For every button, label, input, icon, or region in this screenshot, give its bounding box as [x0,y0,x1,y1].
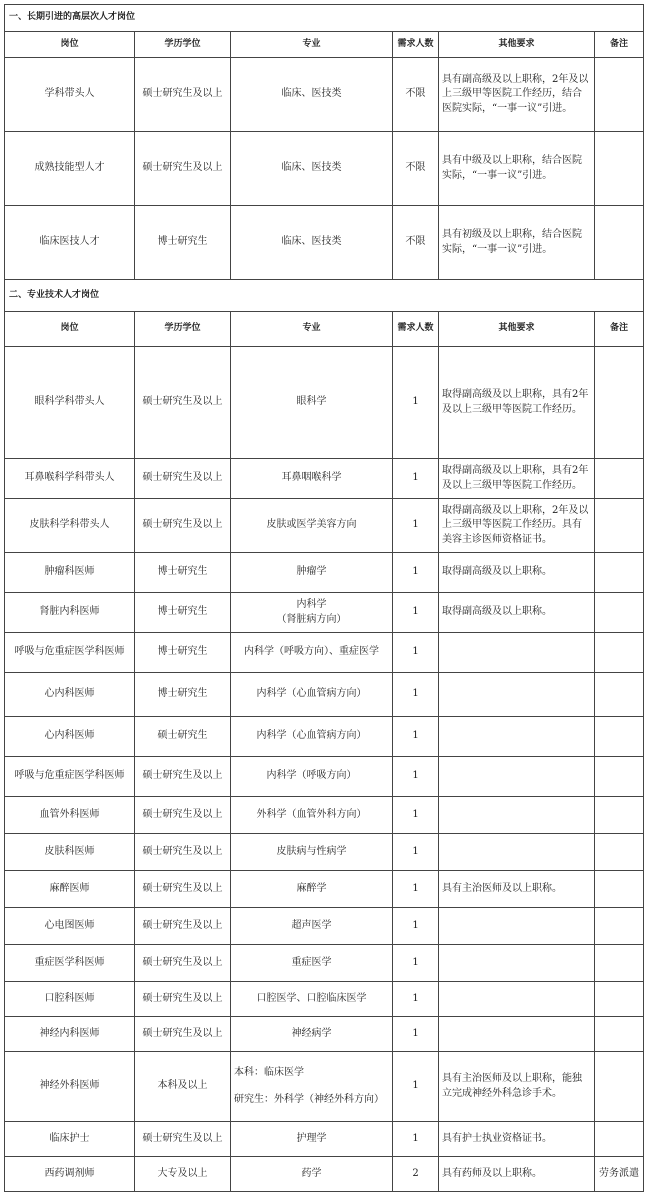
cell-notes [595,757,644,797]
cell-requirements [439,797,595,834]
cell-education: 博士研究生 [135,673,231,717]
cell-notes [595,1122,644,1157]
cell-education: 硕士研究生 [135,717,231,757]
cell-notes [595,945,644,982]
header-count: 需求人数 [393,312,439,347]
cell-notes [595,717,644,757]
cell-requirements: 取得副高级及以上职称，2年及以上三级甲等医院工作经历。具有美容主诊医师资格证书。 [439,499,595,553]
table-row [5,1017,644,1052]
cell-requirements: 取得副高级及以上职称，具有2年及以上三级甲等医院工作经历。 [439,459,595,499]
cell-count: 1 [393,945,439,982]
cell-notes [595,593,644,633]
cell-requirements: 具有初级及以上职称，结合医院实际，“一事一议”引进。 [439,206,595,280]
cell-major: 皮肤或医学美容方向 [231,499,393,553]
cell-education: 博士研究生 [135,553,231,593]
cell-post: 耳鼻喉科学科带头人 [5,459,135,499]
header-row [5,32,644,58]
cell-major: 肿瘤学 [231,553,393,593]
table-row [5,593,644,633]
cell-post: 神经内科医师 [5,1017,135,1052]
section-title: 一、长期引进的高层次人才岗位 [5,5,644,32]
cell-post: 心内科医师 [5,717,135,757]
cell-count: 1 [393,871,439,908]
cell-major: 内科学（心血管病方向） [231,673,393,717]
cell-notes [595,553,644,593]
cell-count: 1 [393,1017,439,1052]
cell-post: 学科带头人 [5,58,135,132]
table-row [5,499,644,553]
cell-post: 皮肤科医师 [5,834,135,871]
cell-major [231,1052,393,1122]
header-education: 学历学位 [135,312,231,347]
header-major: 专业 [231,312,393,347]
cell-major: 重症医学 [231,945,393,982]
cell-major: 护理学 [231,1122,393,1157]
header-post: 岗位 [5,32,135,58]
table-row [5,673,644,717]
header-row [5,312,644,347]
cell-requirements: 取得副高级及以上职称。 [439,553,595,593]
cell-post: 神经外科医师 [5,1052,135,1122]
cell-major: 皮肤病与性病学 [231,834,393,871]
cell-education: 硕士研究生及以上 [135,797,231,834]
table-row [5,871,644,908]
cell-major: 内科学（呼吸方向） [231,757,393,797]
cell-education: 硕士研究生及以上 [135,1017,231,1052]
cell-education: 硕士研究生及以上 [135,757,231,797]
cell-major: 药学 [231,1157,393,1192]
cell-requirements [439,982,595,1017]
cell-education: 博士研究生 [135,206,231,280]
cell-notes [595,633,644,673]
header-education: 学历学位 [135,32,231,58]
table-row [5,797,644,834]
table-row [5,347,644,459]
cell-education: 硕士研究生及以上 [135,834,231,871]
cell-requirements [439,633,595,673]
cell-education: 硕士研究生及以上 [135,459,231,499]
cell-post: 成熟技能型人才 [5,132,135,206]
cell-notes [595,347,644,459]
recruitment-table [4,4,644,1192]
cell-education: 硕士研究生及以上 [135,945,231,982]
table-row [5,553,644,593]
cell-major: 内科学（呼吸方向）、重症医学 [231,633,393,673]
table-row [5,1122,644,1157]
cell-major: 眼科学 [231,347,393,459]
cell-major: 外科学（血管外科方向） [231,797,393,834]
cell-education: 硕士研究生及以上 [135,908,231,945]
cell-count: 1 [393,717,439,757]
table-row [5,58,644,132]
cell-requirements [439,673,595,717]
cell-post: 呼吸与危重症医学科医师 [5,757,135,797]
cell-post: 眼科学科带头人 [5,347,135,459]
table-row [5,757,644,797]
cell-requirements: 具有主治医师及以上职称。 [439,871,595,908]
table-row [5,908,644,945]
recruitment-document [4,4,643,1192]
cell-post: 心电图医师 [5,908,135,945]
cell-count: 1 [393,673,439,717]
cell-requirements: 取得副高级及以上职称。 [439,593,595,633]
cell-count: 1 [393,347,439,459]
cell-count: 1 [393,757,439,797]
cell-education: 本科及以上 [135,1052,231,1122]
section-title-row [5,280,644,312]
cell-count: 1 [393,553,439,593]
cell-requirements: 具有副高级及以上职称，2年及以上三级甲等医院工作经历，结合医院实际，“一事一议”引进。 [439,58,595,132]
cell-notes [595,982,644,1017]
cell-post: 临床护士 [5,1122,135,1157]
major-graduate: 研究生：外科学（神经外科方向） [234,1093,384,1105]
cell-notes [595,132,644,206]
cell-notes: 劳务派遣 [595,1157,644,1192]
cell-education: 硕士研究生及以上 [135,347,231,459]
cell-requirements [439,908,595,945]
cell-major: 耳鼻咽喉科学 [231,459,393,499]
cell-notes [595,1052,644,1122]
cell-major: 神经病学 [231,1017,393,1052]
cell-notes [595,908,644,945]
cell-education: 硕士研究生及以上 [135,1122,231,1157]
cell-count: 1 [393,797,439,834]
cell-count: 1 [393,633,439,673]
cell-major: 口腔医学、口腔临床医学 [231,982,393,1017]
cell-count: 不限 [393,58,439,132]
table-row [5,132,644,206]
cell-requirements: 具有中级及以上职称，结合医院实际，“一事一议”引进。 [439,132,595,206]
cell-post: 皮肤科学科带头人 [5,499,135,553]
cell-notes [595,206,644,280]
cell-count: 不限 [393,206,439,280]
cell-requirements [439,834,595,871]
cell-notes [595,459,644,499]
cell-requirements: 取得副高级及以上职称，具有2年及以上三级甲等医院工作经历。 [439,347,595,459]
cell-requirements [439,757,595,797]
table-row [5,834,644,871]
cell-education: 硕士研究生及以上 [135,499,231,553]
cell-major: 内科学（心血管病方向） [231,717,393,757]
cell-education: 硕士研究生及以上 [135,132,231,206]
cell-post: 呼吸与危重症医学科医师 [5,633,135,673]
header-count: 需求人数 [393,32,439,58]
cell-requirements [439,1017,595,1052]
cell-education: 博士研究生 [135,633,231,673]
cell-post: 重症医学科医师 [5,945,135,982]
header-post: 岗位 [5,312,135,347]
cell-post: 口腔科医师 [5,982,135,1017]
cell-major: 临床、医技类 [231,132,393,206]
cell-education: 大专及以上 [135,1157,231,1192]
table-row [5,633,644,673]
cell-count: 1 [393,834,439,871]
section-title: 二、专业技术人才岗位 [5,280,644,312]
table-row [5,1157,644,1192]
cell-count: 1 [393,908,439,945]
cell-major: 超声医学 [231,908,393,945]
cell-requirements: 具有主治医师及以上职称，能独立完成神经外科急诊手术。 [439,1052,595,1122]
table-row [5,206,644,280]
cell-post: 血管外科医师 [5,797,135,834]
cell-post: 肾脏内科医师 [5,593,135,633]
table-row [5,459,644,499]
cell-count: 不限 [393,132,439,206]
header-requirements: 其他要求 [439,32,595,58]
cell-notes [595,1017,644,1052]
header-requirements: 其他要求 [439,312,595,347]
header-notes: 备注 [595,312,644,347]
cell-count: 1 [393,1122,439,1157]
major-undergrad: 本科：临床医学 [234,1067,304,1078]
cell-education: 硕士研究生及以上 [135,58,231,132]
header-notes: 备注 [595,32,644,58]
cell-major: 临床、医技类 [231,206,393,280]
table-row [5,945,644,982]
cell-major: 麻醉学 [231,871,393,908]
cell-requirements [439,717,595,757]
cell-post: 心内科医师 [5,673,135,717]
cell-notes [595,673,644,717]
cell-post: 临床医技人才 [5,206,135,280]
header-major: 专业 [231,32,393,58]
table-row [5,1052,644,1122]
cell-major: 临床、医技类 [231,58,393,132]
cell-count: 1 [393,499,439,553]
cell-major: 内科学 （肾脏病方向） [231,593,393,633]
cell-requirements: 具有药师及以上职称。 [439,1157,595,1192]
table-row [5,982,644,1017]
cell-post: 肿瘤科医师 [5,553,135,593]
cell-count: 1 [393,1052,439,1122]
cell-count: 1 [393,593,439,633]
cell-notes [595,871,644,908]
cell-notes [595,499,644,553]
cell-count: 2 [393,1157,439,1192]
cell-count: 1 [393,982,439,1017]
cell-requirements [439,945,595,982]
cell-post: 麻醉医师 [5,871,135,908]
cell-notes [595,58,644,132]
cell-notes [595,834,644,871]
table-row [5,717,644,757]
cell-requirements: 具有护士执业资格证书。 [439,1122,595,1157]
cell-post: 西药调剂师 [5,1157,135,1192]
cell-education: 硕士研究生及以上 [135,871,231,908]
cell-count: 1 [393,459,439,499]
cell-education: 硕士研究生及以上 [135,982,231,1017]
section-title-row [5,5,644,32]
cell-notes [595,797,644,834]
cell-education: 博士研究生 [135,593,231,633]
